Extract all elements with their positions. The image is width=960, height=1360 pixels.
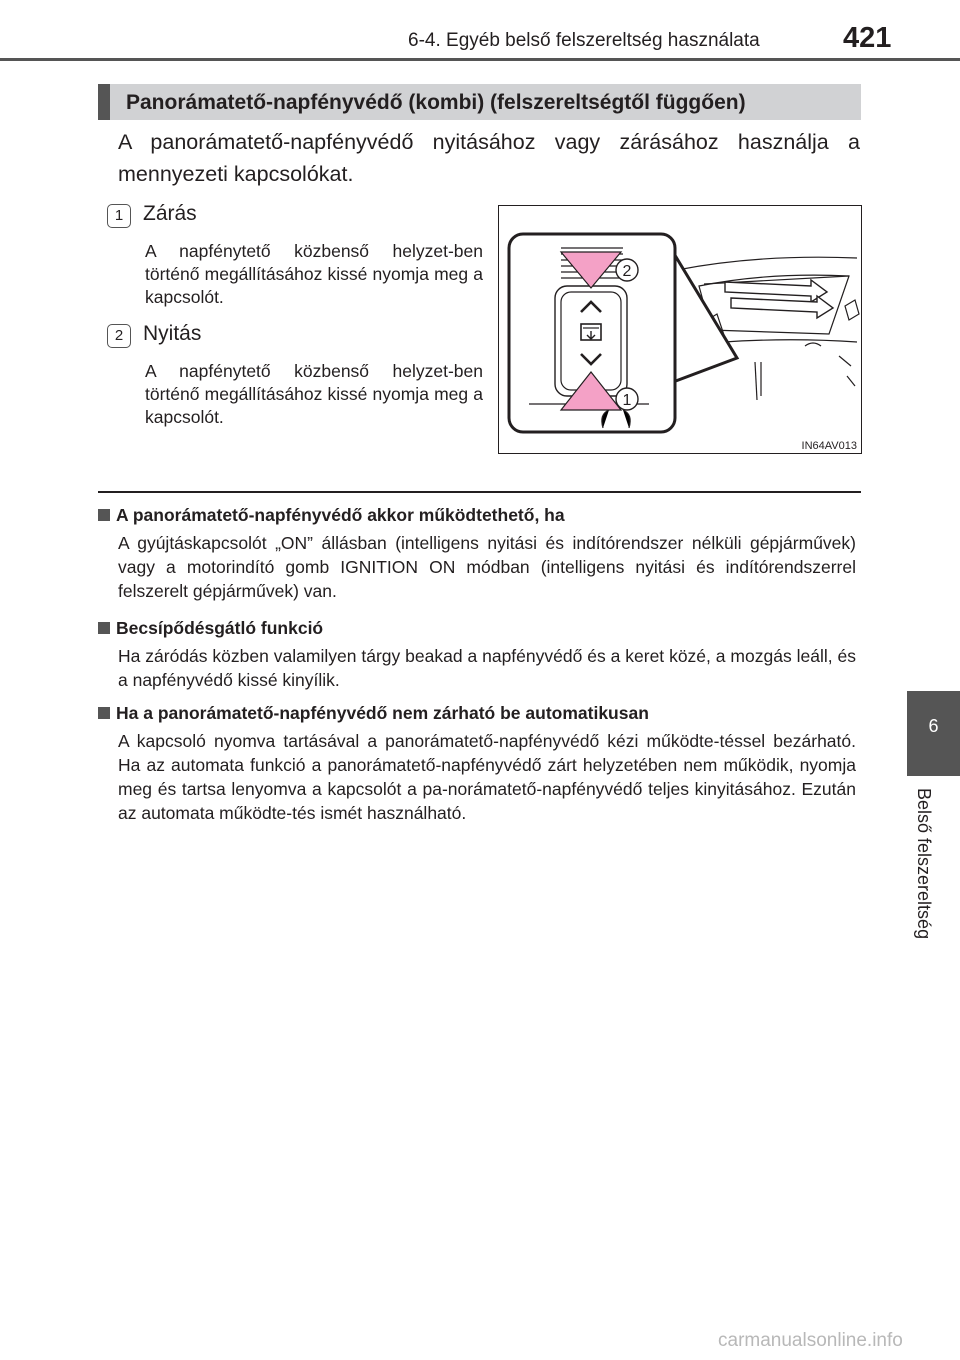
header-section-title: 6-4. Egyéb belső felszereltség használata	[408, 30, 760, 51]
step-description: A napfénytető közbenső helyzet-ben történő megállításához kissé nyomja meg a kapcsolót.	[145, 361, 483, 427]
section-title: Panorámatető-napfényvédő (kombi) (felszereltségtől függően)	[126, 91, 746, 114]
bullet-square-icon	[98, 509, 110, 521]
watermark: carmanualsonline.info	[718, 1330, 903, 1351]
bullet-square-icon	[98, 707, 110, 719]
note-body: Ha záródás közben valamilyen tárgy beakad a napfényvédő és a keret közé, a mozgás leáll, és a napfényvédő kissé kinyílik.	[118, 646, 856, 690]
chapter-number: 6	[928, 716, 939, 736]
step-title: Nyitás	[143, 322, 202, 345]
switch-illustration	[498, 205, 862, 454]
note-title: Becsípődésgátló funkció	[116, 618, 324, 638]
step-title: Zárás	[143, 202, 197, 225]
section-heading-bar	[98, 84, 861, 120]
chapter-tab[interactable]	[907, 691, 960, 776]
figure-code: IN64AV013	[801, 440, 857, 452]
note-manual-close	[98, 701, 858, 825]
intro-paragraph: A panorámatető-napfényvédő nyitásához vagy zárásához használja a mennyezeti kapcsolókat.	[118, 130, 860, 186]
step-item-close	[107, 202, 487, 322]
switch-illustration-svg	[499, 206, 861, 453]
sunshade-icon	[581, 324, 601, 340]
slide-arrows-icon	[725, 280, 833, 318]
chapter-label: Belső felszereltség	[914, 788, 934, 940]
note-heading	[98, 701, 858, 725]
page-number: 421	[843, 22, 892, 54]
note-heading	[98, 616, 858, 640]
callout-label-2: 2	[622, 263, 632, 280]
step-item-open	[107, 322, 487, 442]
callout-label-1: 1	[622, 392, 632, 409]
note-operating-condition	[98, 503, 858, 603]
note-title: A panorámatető-napfényvédő akkor működtethető, ha	[116, 505, 565, 525]
step-number-badge: 1	[107, 204, 131, 228]
note-anti-pinch	[98, 616, 858, 692]
step-description: A napfénytető közbenső helyzet-ben történő megállításához kissé nyomja meg a kapcsolót.	[145, 241, 483, 307]
note-body: A kapcsoló nyomva tartásával a panorámatető-napfényvédő kézi működte-téssel bezárható. Ha az automata funkció a panorámatető-napfényvédő zárt helyzetében nem működik, nyomja meg és tartsa lenyomva a kapcsolót a pa-norámatető-napfényvédő teljes kinyitásához. Ezután az automata működte-tés ismét használható.	[118, 731, 856, 823]
note-heading	[98, 503, 858, 527]
bullet-square-icon	[98, 622, 110, 634]
note-title: Ha a panorámatető-napfényvédő nem zárható be automatikusan	[116, 703, 649, 723]
step-number-badge: 2	[107, 324, 131, 348]
section-divider	[98, 491, 861, 493]
header-rule	[0, 58, 960, 61]
note-body: A gyújtáskapcsolót „ON” állásban (intelligens nyitási és indítórendszer nélküli gépjárművek) vagy a motorindító gomb IGNITION ON módban (intelligens nyitási és indítórendszerrel felszerelt gépjárművek) van.	[118, 533, 856, 601]
